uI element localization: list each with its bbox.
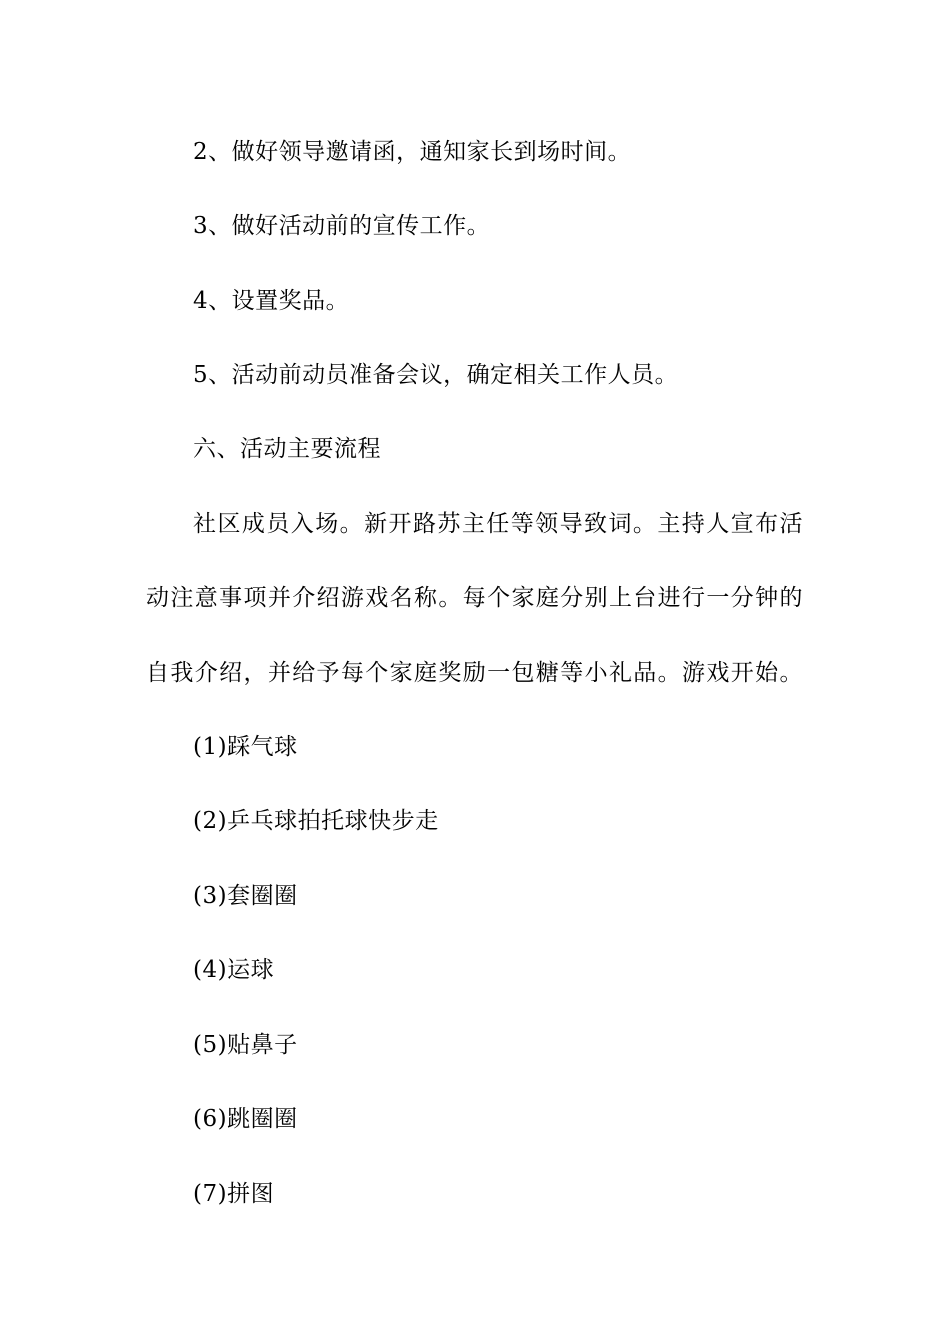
prep-item-3: 3、做好活动前的宣传工作。 xyxy=(193,213,491,239)
game-item-7: (7)拼图 xyxy=(193,1181,275,1207)
prep-item-5: 5、活动前动员准备会议，确定相关工作人员。 xyxy=(193,362,679,388)
game-item-6: (6)跳圈圈 xyxy=(193,1106,298,1132)
game-item-3: (3)套圈圈 xyxy=(193,883,298,909)
game-item-5: (5)贴鼻子 xyxy=(193,1032,298,1058)
game-item-2: (2)乒乓球拍托球快步走 xyxy=(193,808,439,834)
game-item-4: (4)运球 xyxy=(193,957,275,983)
prep-item-2: 2、做好领导邀请函，通知家长到场时间。 xyxy=(193,139,632,165)
paragraph-line-2: 动注意事项并介绍游戏名称。每个家庭分别上台进行一分钟的 xyxy=(146,585,803,611)
game-item-1: (1)踩气球 xyxy=(193,734,298,760)
prep-item-4: 4、设置奖品。 xyxy=(193,288,350,314)
paragraph-line-1: 社区成员入场。新开路苏主任等领导致词。主持人宣布活 xyxy=(193,511,803,537)
paragraph-line-3: 自我介绍，并给予每个家庭奖励一包糖等小礼品。游戏开始。 xyxy=(146,660,803,686)
section-heading: 六、活动主要流程 xyxy=(193,436,381,462)
